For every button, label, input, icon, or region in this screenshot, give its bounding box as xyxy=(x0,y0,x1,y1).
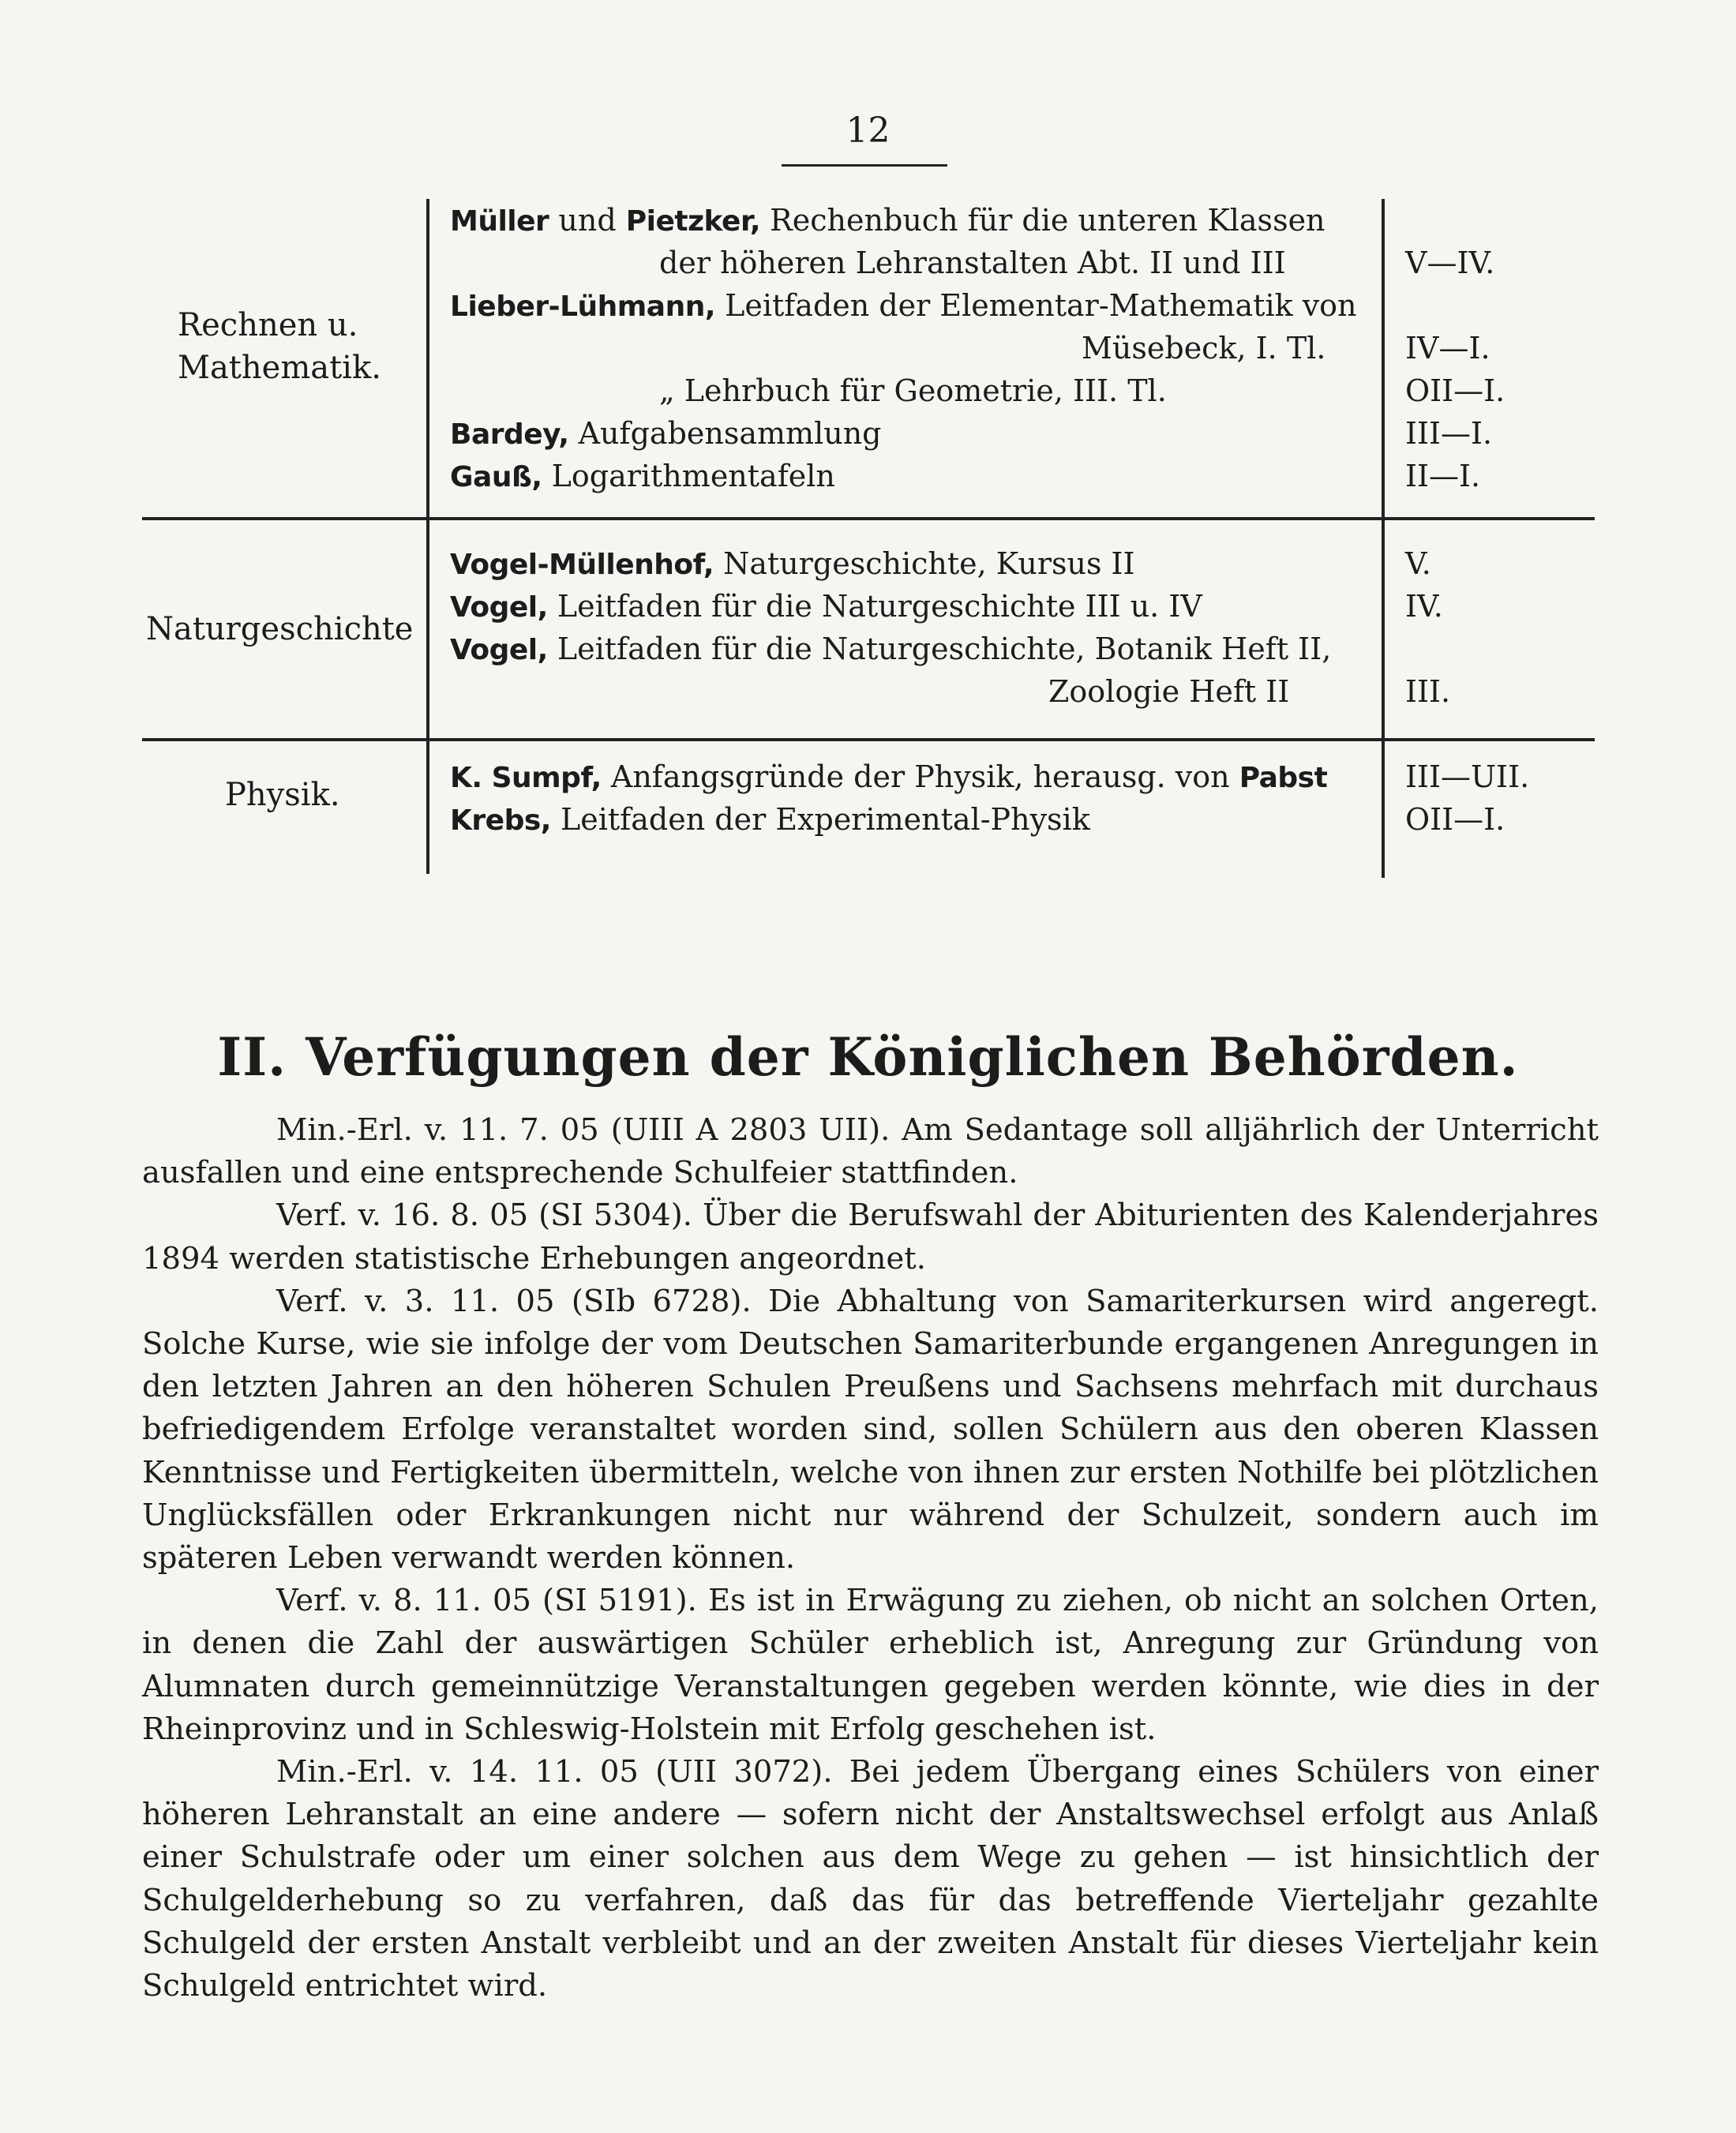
book-entry-continued xyxy=(1082,327,1325,369)
book-entry xyxy=(450,542,1135,587)
subject-mathematics xyxy=(178,304,381,389)
book-title: Logarithmentafeln xyxy=(542,459,835,493)
subject-line: Rechnen u. xyxy=(178,307,358,343)
book-editor: Pabst xyxy=(1239,762,1328,794)
book-author: Vogel-Müllenhof, xyxy=(450,549,714,581)
table-divider-right xyxy=(1382,199,1385,878)
class-level: II—I. xyxy=(1405,459,1481,493)
decree-paragraph: Verf. v. 8. 11. 05 (SI 5191). Es ist in Erwägung zu ziehen, ob nicht an solchen Orten, in denen die Zahl der auswärtigen Schüler erheblich ist, Anregung zur Gründung von Alumnaten durch gemeinnützige Veranstaltungen gegeben werden könnte, wie dies in der Rheinprovinz und in Schleswig-Holstein mit Erfolg geschehen ist. xyxy=(142,1583,1599,1747)
table-divider-left xyxy=(426,199,429,874)
book-connector: und xyxy=(549,203,626,238)
book-author: Pietzker, xyxy=(625,205,761,238)
class-level: IV. xyxy=(1405,589,1443,624)
book-entry xyxy=(450,628,1331,672)
subject-line: Mathematik. xyxy=(178,350,381,386)
class-level: OII—I. xyxy=(1405,802,1505,837)
book-title: Zoologie Heft II xyxy=(1048,674,1290,709)
book-entry xyxy=(450,455,835,499)
book-entry xyxy=(450,585,1202,629)
decree-paragraph: Min.-Erl. v. 14. 11. 05 (UII 3072). Bei jedem Übergang eines Schülers von einer höheren Lehranstalt an eine andere — sofern nicht der Anstaltswechsel erfolgt aus Anlaß einer Schulstrafe oder um einer solchen aus dem Wege zu gehen — ist hinsichtlich der Schulgelderhebung so zu verfahren, daß das für das betreffende Vierteljahr gezahlte Schulgeld der ersten Anstalt verbleibt und an der zweiten Anstalt für dieses Vierteljahr kein Schulgeld entrichtet wird. xyxy=(142,1754,1599,2004)
book-entry xyxy=(659,369,1167,412)
book-author: Vogel, xyxy=(450,634,548,666)
page-number-rule xyxy=(782,164,947,167)
book-author: Gauß, xyxy=(450,461,542,493)
subject-physics xyxy=(225,774,340,816)
book-title: Anfangsgründe der Physik, herausg. von xyxy=(601,759,1239,794)
row-divider-1 xyxy=(142,517,1595,520)
book-author: Müller xyxy=(450,205,549,238)
row-divider-2 xyxy=(142,738,1595,741)
book-title: Müsebeck, I. Tl. xyxy=(1082,331,1326,365)
book-title: Leitfaden für die Naturgeschichte, Botanik Heft II, xyxy=(547,632,1332,666)
book-entry xyxy=(450,798,1090,842)
book-title: Leitfaden der Elementar-Mathematik von xyxy=(715,288,1357,323)
section-body xyxy=(142,1109,1599,2007)
page-number: 12 xyxy=(846,111,890,151)
book-author: Bardey, xyxy=(450,418,569,451)
class-level: OII—I. xyxy=(1405,373,1505,408)
class-level: V—IV. xyxy=(1405,246,1495,280)
book-entry xyxy=(450,199,1325,243)
book-author: Vogel, xyxy=(450,591,548,624)
class-level: III—I. xyxy=(1405,416,1493,451)
subject-line: Physik. xyxy=(225,777,340,813)
decree-paragraph: Verf. v. 16. 8. 05 (SI 5304). Über die Berufswahl der Abiturienten des Kalenderjahres 1894 werden statistische Erhebungen angeordnet. xyxy=(142,1198,1599,1276)
book-entry xyxy=(450,284,1357,328)
book-author: Lieber-Lühmann, xyxy=(450,291,716,323)
book-title: Leitfaden für die Naturgeschichte III u. IV xyxy=(547,589,1202,624)
decree-paragraph: Verf. v. 3. 11. 05 (SIb 6728). Die Abhaltung von Samariterkursen wird angeregt. Solche Kurse, wie sie infolge der vom Deutschen Samariterbunde ergangenen Anregungen in den letzten Jahren an den höheren Schulen Preußens und Sachsens mehrfach mit durchaus befriedigendem Erfolge veranstaltet worden sind, sollen Schülern aus den oberen Klassen Kenntnisse und Fertigkeiten übermitteln, welche von ihnen zur ersten Nothilfe bei plötzlichen Unglücksfällen oder Erkrankungen nicht nur während der Schulzeit, sondern auch im späteren Leben verwandt werden können. xyxy=(142,1283,1599,1576)
book-entry xyxy=(450,755,1327,800)
textbook-table xyxy=(142,189,1595,900)
book-title: Leitfaden der Experimental-Physik xyxy=(550,802,1090,837)
book-entry xyxy=(450,412,882,456)
book-title: „ Lehrbuch für Geometrie, III. Tl. xyxy=(659,373,1167,408)
class-level: IV—I. xyxy=(1405,331,1490,365)
decree-paragraph: Min.-Erl. v. 11. 7. 05 (UIII A 2803 UII). Am Sedantage soll alljährlich der Unterricht ausfallen und eine entsprechende Schulfeier stattfinden. xyxy=(142,1112,1599,1191)
subject-line: Naturgeschichte xyxy=(146,611,414,647)
book-title: der höheren Lehranstalten Abt. II und III xyxy=(659,246,1286,280)
subject-natural-history xyxy=(146,608,413,650)
book-author: K. Sumpf, xyxy=(450,762,602,794)
book-entry-continued xyxy=(1048,670,1289,713)
book-title: Aufgabensammlung xyxy=(568,416,882,451)
book-title: Naturgeschichte, Kursus II xyxy=(714,546,1135,581)
book-author: Krebs, xyxy=(450,804,551,837)
class-level: V. xyxy=(1405,546,1431,581)
class-level: III. xyxy=(1405,674,1451,709)
section-heading: II. Verfügungen der Königlichen Behörden. xyxy=(217,1026,1519,1088)
book-entry-continued xyxy=(659,242,1286,284)
book-title: Rechenbuch für die unteren Klassen xyxy=(760,203,1325,238)
class-level: III—UII. xyxy=(1405,759,1530,794)
